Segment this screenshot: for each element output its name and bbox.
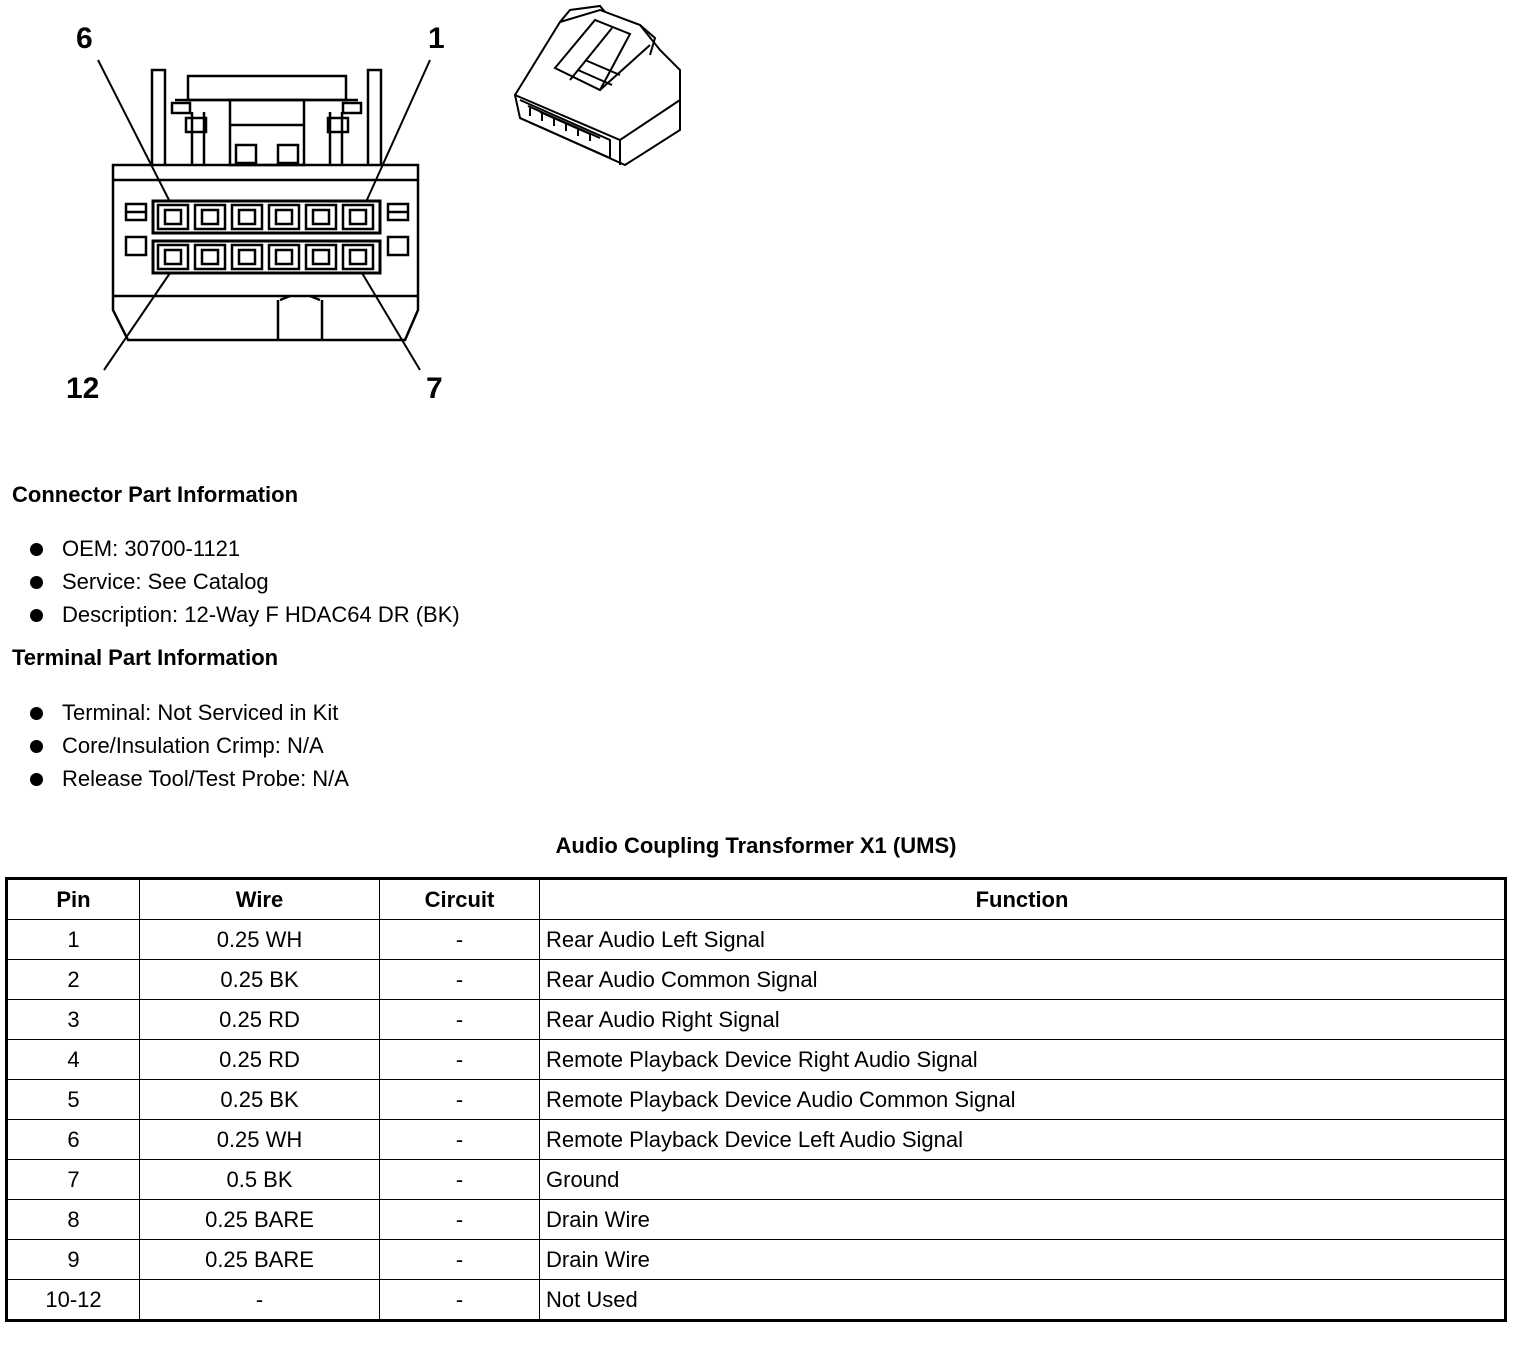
list-item: OEM: 30700-1121	[30, 532, 460, 565]
cell-wire: 0.25 WH	[140, 920, 380, 960]
cell-pin: 7	[7, 1160, 140, 1200]
cell-pin: 10-12	[7, 1280, 140, 1321]
cell-wire: 0.25 BK	[140, 960, 380, 1000]
list-item: Core/Insulation Crimp: N/A	[30, 729, 349, 762]
cell-function: Drain Wire	[540, 1240, 1506, 1280]
pinout-table	[5, 877, 1507, 1322]
cell-circuit: -	[380, 1160, 540, 1200]
cell-pin: 9	[7, 1240, 140, 1280]
table-row	[7, 1280, 1506, 1321]
table-row	[7, 1080, 1506, 1120]
pin-label-6: 6	[76, 22, 93, 55]
cell-pin: 4	[7, 1040, 140, 1080]
connector-diagram	[0, 0, 760, 430]
header-function: Function	[540, 879, 1506, 920]
cell-circuit: -	[380, 1040, 540, 1080]
cell-wire: 0.25 BARE	[140, 1200, 380, 1240]
cell-circuit: -	[380, 1120, 540, 1160]
cell-circuit: -	[380, 1080, 540, 1120]
cell-function: Rear Audio Common Signal	[540, 960, 1506, 1000]
table-row	[7, 1200, 1506, 1240]
cell-circuit: -	[380, 960, 540, 1000]
terminal-info-heading: Terminal Part Information	[12, 645, 279, 670]
connector-info-list	[30, 532, 460, 631]
header-wire: Wire	[140, 879, 380, 920]
cell-circuit: -	[380, 1200, 540, 1240]
table-row	[7, 1040, 1506, 1080]
table-header-row	[7, 879, 1506, 920]
header-pin: Pin	[7, 879, 140, 920]
cell-function: Rear Audio Right Signal	[540, 1000, 1506, 1040]
cell-function: Drain Wire	[540, 1200, 1506, 1240]
table-row	[7, 1160, 1506, 1200]
cell-pin: 8	[7, 1200, 140, 1240]
cell-wire: 0.25 RD	[140, 1040, 380, 1080]
table-row	[7, 960, 1506, 1000]
list-item: Service: See Catalog	[30, 565, 460, 598]
cell-circuit: -	[380, 1240, 540, 1280]
header-circuit: Circuit	[380, 879, 540, 920]
table-row	[7, 1000, 1506, 1040]
cell-pin: 5	[7, 1080, 140, 1120]
cell-function: Remote Playback Device Right Audio Signal	[540, 1040, 1506, 1080]
cell-pin: 6	[7, 1120, 140, 1160]
cell-wire: 0.25 BARE	[140, 1240, 380, 1280]
cell-wire: 0.5 BK	[140, 1160, 380, 1200]
cell-function: Not Used	[540, 1280, 1506, 1321]
cell-pin: 3	[7, 1000, 140, 1040]
table-row	[7, 920, 1506, 960]
cell-function: Remote Playback Device Audio Common Signal	[540, 1080, 1506, 1120]
cell-function: Rear Audio Left Signal	[540, 920, 1506, 960]
connector-face-drawing	[0, 0, 760, 430]
cell-pin: 2	[7, 960, 140, 1000]
cell-circuit: -	[380, 1000, 540, 1040]
table-row	[7, 1240, 1506, 1280]
list-item: Release Tool/Test Probe: N/A	[30, 762, 349, 795]
table-caption: Audio Coupling Transformer X1 (UMS)	[555, 833, 957, 858]
cell-pin: 1	[7, 920, 140, 960]
list-item: Description: 12-Way F HDAC64 DR (BK)	[30, 598, 460, 631]
cell-wire: 0.25 BK	[140, 1080, 380, 1120]
pin-label-12: 12	[66, 372, 100, 405]
cell-function: Ground	[540, 1160, 1506, 1200]
cell-wire: 0.25 WH	[140, 1120, 380, 1160]
terminal-info-list	[30, 696, 349, 795]
cell-wire: 0.25 RD	[140, 1000, 380, 1040]
cell-circuit: -	[380, 1280, 540, 1321]
table-row	[7, 1120, 1506, 1160]
cell-wire: -	[140, 1280, 380, 1321]
cell-circuit: -	[380, 920, 540, 960]
list-item: Terminal: Not Serviced in Kit	[30, 696, 349, 729]
pin-label-7: 7	[426, 372, 443, 405]
pin-label-1: 1	[428, 22, 445, 55]
cell-function: Remote Playback Device Left Audio Signal	[540, 1120, 1506, 1160]
connector-info-heading: Connector Part Information	[12, 482, 299, 507]
